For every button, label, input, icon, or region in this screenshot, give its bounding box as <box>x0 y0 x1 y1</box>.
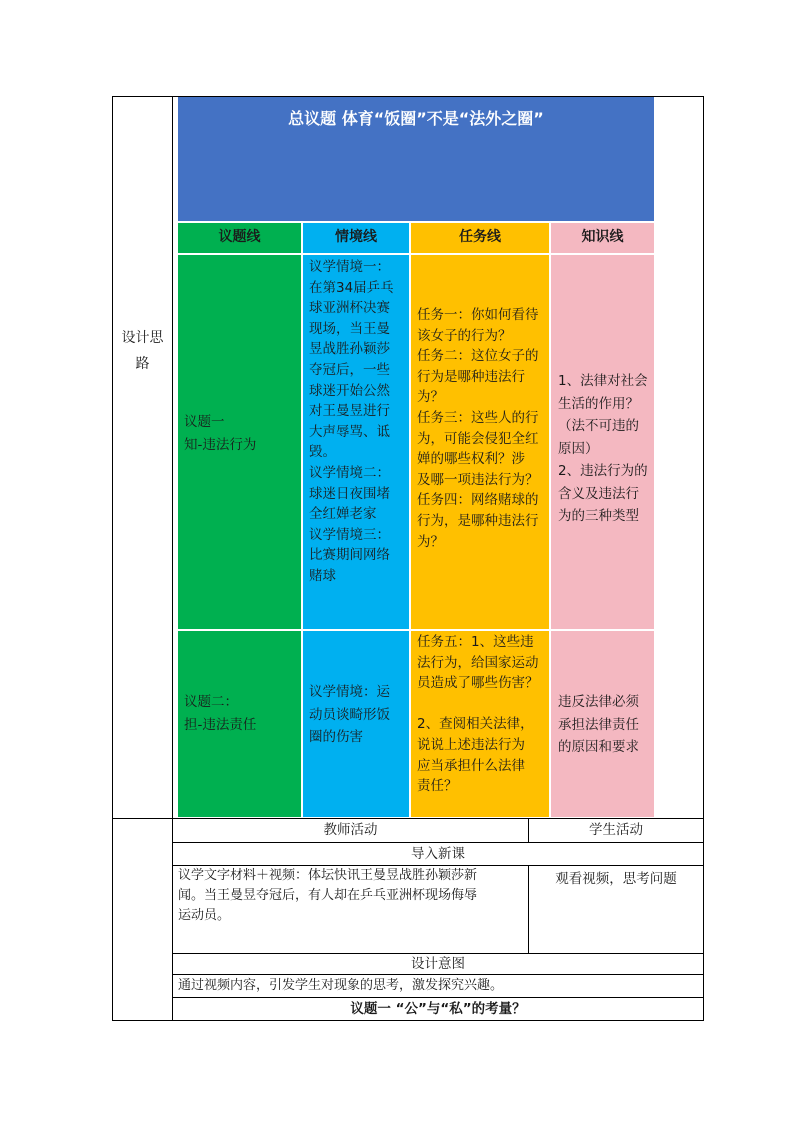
title-banner <box>178 97 654 221</box>
row1-knowledge-cell <box>551 255 654 629</box>
row2-task-cell <box>411 631 549 817</box>
teacher-activity-header: 教师活动 <box>323 822 378 838</box>
row2-topic: 议题二： 担-违法责任 <box>184 694 257 733</box>
row2-task: 任务五：1、这些违 法行为，给国家运动 员造成了哪些伤害？ 2、查阅相关法律， 说说上述违法行为 应当承担什么法律 责任？ <box>417 634 539 795</box>
outer-bottom-border <box>112 1020 704 1021</box>
row1-topic: 议题一 知-违法行为 <box>184 414 257 453</box>
header-knowledge-line: 知识线 <box>551 223 654 253</box>
row2-situation-cell <box>303 631 409 817</box>
row1-knowledge: 1、法律对社会 生活的作用？ （法不可违的 原因） 2、违法行为的 含义及违法行 为的三种类型 <box>558 373 648 524</box>
outer-right-border <box>703 96 704 1021</box>
header-situation-line: 情境线 <box>303 223 409 253</box>
intent-text: 通过视频内容，引发学生对现象的思考，激发探究兴趣。 <box>178 978 504 993</box>
row1-task: 任务一：你如何看待 该女子的行为？ 任务二：这位女子的 行为是哪种违法行 为？ 任务三：这些人的行 为，可能会侵犯全红 婵的哪些权利？涉 及哪一项违法行为？ 任务四：网络赌球的 行为，是哪种违法行 为？ <box>417 307 539 550</box>
intro-label: 导入新课 <box>411 846 465 862</box>
page-title: 总议题 体育“饭圈”不是“法外之圈” <box>288 109 544 128</box>
header-topic-line: 议题线 <box>178 223 301 253</box>
row2-topic-cell <box>178 631 301 817</box>
row2-situation: 议学情境：运 动员谈畸形饭 圈的伤害 <box>309 684 390 745</box>
next-topic: 议题一 “公”与“私”的考量？ <box>350 1001 526 1017</box>
teacher-text: 议学文字材料＋视频：体坛快讯王曼昱战胜孙颖莎新 闻。当王曼昱夺冠后，有人却在乒乓亚洲杯现场侮辱 运动员。 <box>178 868 478 923</box>
row1-situation-cell <box>303 255 409 629</box>
outer-left-border <box>112 96 113 1021</box>
row1-task-cell <box>411 255 549 629</box>
intent-label: 设计意图 <box>411 956 465 972</box>
col-divider <box>172 96 173 1021</box>
left-label: 设计思 路 <box>121 330 164 372</box>
row1-situation: 议学情境一： 在第34届乒乓 球亚洲杯决赛 现场，当王曼 昱战胜孙颖莎 夺冠后，一些 球迷开始公然 对王曼昱进行 大声辱骂、诋 毁。 议学情境二： 球迷日夜围堵 全红婵老家 议学情境三： 比赛期间网络 赌球 <box>309 259 394 584</box>
header-task-line: 任务线 <box>411 223 549 253</box>
student-activity-header: 学生活动 <box>589 822 643 838</box>
student-text: 观看视频，思考问题 <box>555 871 677 887</box>
row1-topic-cell <box>178 255 301 629</box>
row2-knowledge-cell <box>551 631 654 817</box>
row2-knowledge: 违反法律必须 承担法律责任 的原因和要求 <box>558 694 639 755</box>
